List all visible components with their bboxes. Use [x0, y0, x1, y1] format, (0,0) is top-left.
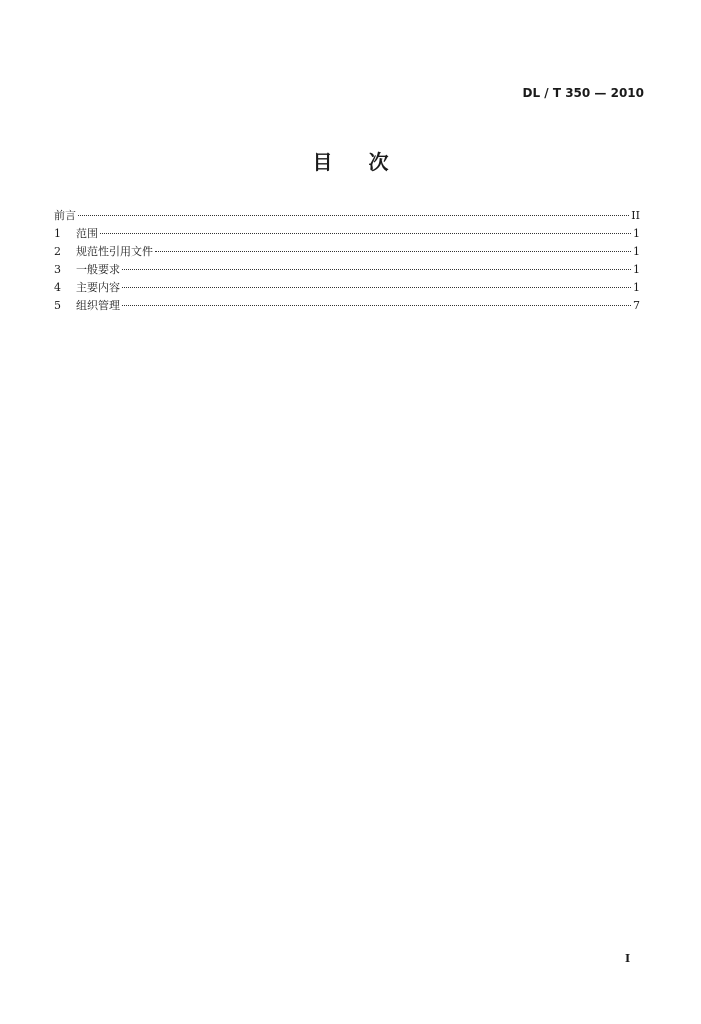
toc-entry-number: 5	[54, 299, 61, 312]
toc-entry-number: 3	[54, 263, 61, 276]
toc-leader-dots	[122, 269, 631, 270]
toc-leader-dots	[122, 305, 631, 306]
toc-entry-label: 前言	[54, 209, 76, 222]
toc-entry-number: 4	[54, 281, 61, 294]
toc-leader-dots	[100, 233, 631, 234]
title-part-2: 次	[368, 150, 389, 174]
title-part-1: 目	[312, 150, 333, 174]
toc-entry-page: 1	[633, 281, 640, 294]
toc-entry-normative-references[interactable]	[54, 243, 640, 261]
toc-entry-organization-management[interactable]	[54, 297, 640, 315]
toc-leader-dots	[155, 251, 631, 252]
toc-entry-page: 1	[633, 227, 640, 240]
toc-entry-label: 一般要求	[76, 263, 120, 276]
table-of-contents	[54, 207, 640, 315]
page-number: I	[625, 952, 631, 965]
toc-entry-label: 规范性引用文件	[76, 245, 153, 258]
toc-entry-scope[interactable]	[54, 225, 640, 243]
toc-entry-foreword[interactable]	[54, 207, 640, 225]
toc-entry-label: 范围	[76, 227, 98, 240]
toc-entry-label: 组织管理	[76, 299, 120, 312]
toc-leader-dots	[78, 215, 629, 216]
toc-entry-general-requirements[interactable]	[54, 261, 640, 279]
toc-entry-page: 1	[633, 263, 640, 276]
toc-entry-number: 1	[54, 227, 61, 240]
toc-entry-number: 2	[54, 245, 61, 258]
toc-entry-page: II	[631, 209, 640, 222]
page-title	[0, 146, 701, 175]
document-code: DL / T 350 — 2010	[522, 86, 644, 100]
toc-leader-dots	[122, 287, 631, 288]
toc-entry-page: 7	[633, 299, 640, 312]
toc-entry-page: 1	[633, 245, 640, 258]
toc-entry-main-content[interactable]	[54, 279, 640, 297]
toc-entry-label: 主要内容	[76, 281, 120, 294]
